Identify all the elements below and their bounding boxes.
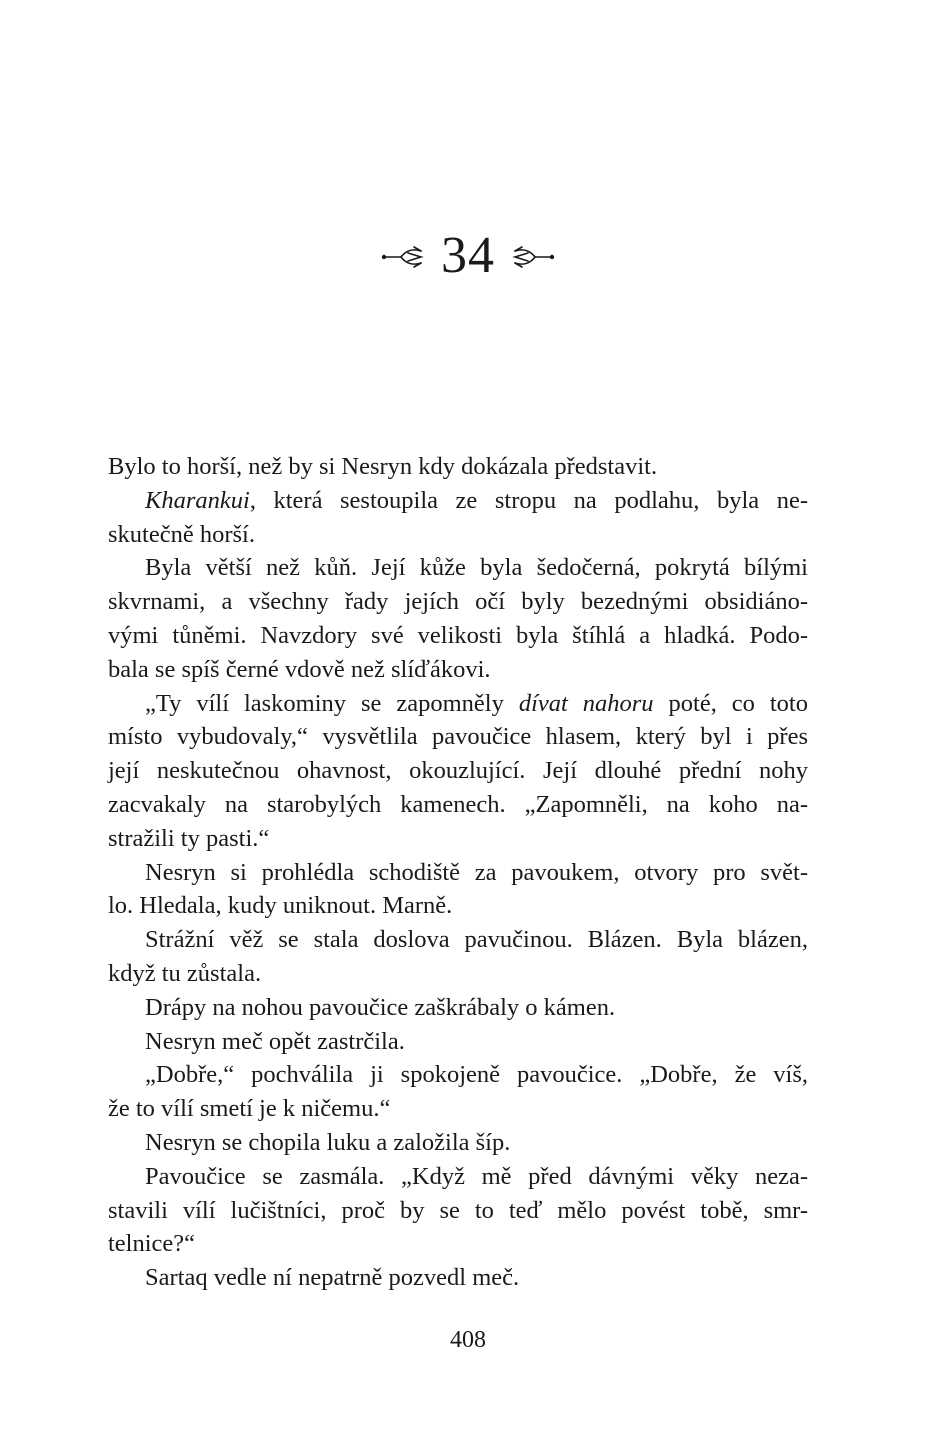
text-line: Byla větší než kůň. Její kůže byla šedočerná, pokrytá bílými — [145, 554, 808, 582]
text-line: Sartaq vedle ní nepatrně pozvedl meč. — [145, 1264, 520, 1292]
ornament-left-icon — [381, 241, 427, 271]
text-line: skvrnami, a všechny řady jejích očí byly bezednými obsidiáno- — [108, 588, 808, 616]
text-line: že to vílí smetí je k ničemu.“ — [108, 1095, 391, 1123]
page-number: 408 — [450, 1327, 486, 1353]
text-line: lo. Hledala, kudy uniknout. Marně. — [108, 892, 453, 920]
text-line: telnice?“ — [108, 1230, 196, 1258]
text-line: skutečně horší. — [108, 520, 255, 548]
text-line: Pavoučice se zasmála. „Když mě před dávnými věky neza- — [145, 1162, 808, 1190]
text-line: zacvakaly na starobylých kamenech. „Zapomněli, na koho na- — [108, 790, 808, 818]
text-line: Kharankui, která sestoupila ze stropu na podlahu, byla ne- — [145, 486, 808, 514]
text-line: bala se spíš černé vdově než slíďákovi. — [108, 655, 491, 683]
ornament-right-icon — [509, 241, 555, 271]
italic-phrase: dívat nahoru — [518, 689, 654, 717]
text-line: Bylo to horší, než by si Nesryn kdy dokázala představit. — [108, 453, 658, 480]
text-line: vými tůněmi. Navzdory své velikosti byla štíhlá a hladká. Podo- — [108, 621, 808, 649]
text-line: „Dobře,“ pochválila ji spokojeně pavoučice. „Dobře, že víš, — [145, 1061, 808, 1089]
italic-term: Kharankui — [145, 486, 250, 514]
text-line: její neskutečnou ohavnost, okouzlující. Její dlouhé přední nohy — [108, 757, 808, 785]
text-line: místo vybudovaly,“ vysvětlila pavoučice hlasem, který byl i přes — [108, 723, 808, 751]
text-line: když tu zůstala. — [108, 959, 262, 987]
text-line: stavili vílí lučištníci, proč by se to teď mělo povést tobě, smr- — [108, 1196, 808, 1224]
text-line: Drápy na nohou pavoučice zaškrábaly o kámen. — [145, 993, 616, 1021]
text-line: Nesryn si prohlédla schodiště za pavoukem, otvory pro svět- — [145, 858, 808, 886]
text-line: Strážní věž se stala doslova pavučinou. Blázen. Byla blázen, — [145, 926, 808, 954]
text-line: Nesryn meč opět zastrčila. — [145, 1027, 405, 1055]
chapter-number: 34 — [441, 227, 495, 284]
text-line: stražili ty pasti.“ — [108, 824, 270, 852]
text-line: Nesryn se chopila luku a založila šíp. — [145, 1128, 511, 1156]
chapter-heading — [0, 226, 936, 286]
text-line: „Ty vílí laskominy se zapomněly dívat nahoru poté, co toto — [145, 689, 808, 717]
chapter-text — [108, 450, 808, 1295]
